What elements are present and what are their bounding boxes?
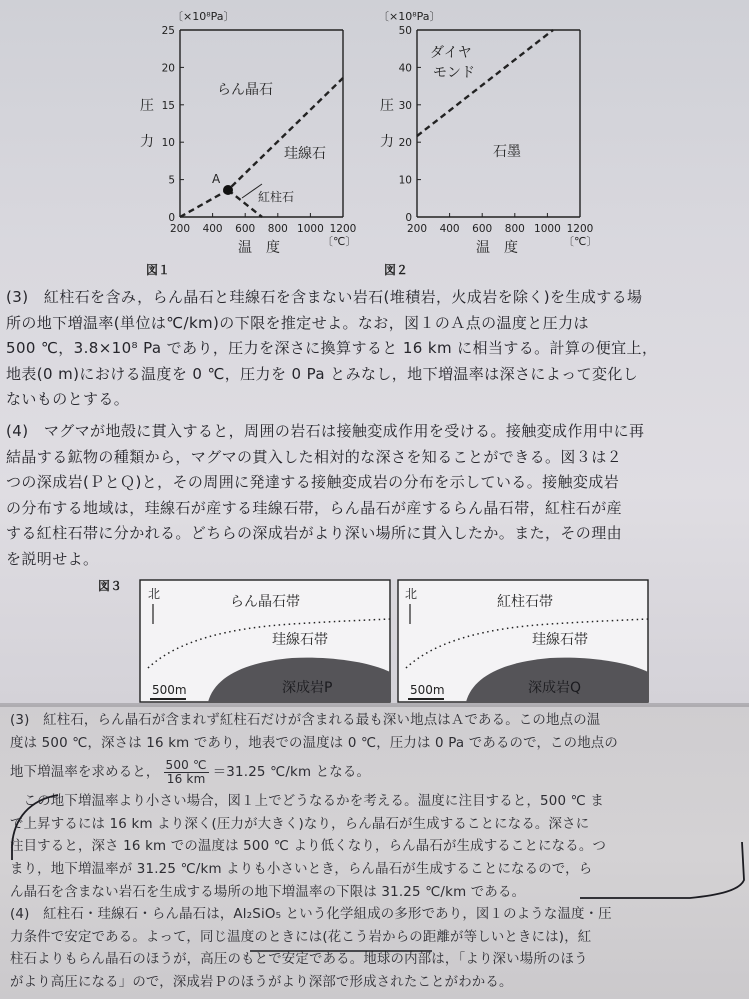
fraction-denominator: 16 km [166, 771, 206, 786]
figure1-y-tick-label: 20 [161, 62, 175, 75]
question-4-line: する紅柱石帯に分かれる。どちらの深成岩がより深い場所に貫入したか。また，その理由 [6, 524, 623, 543]
fig1-point-a-label: A [212, 172, 221, 186]
figure1-x-tick-label: 400 [202, 223, 223, 235]
fig1-point-a [223, 185, 233, 195]
fig1-x-label: 温 度 [238, 240, 280, 256]
fig2-graphite-label: 石墨 [493, 144, 521, 160]
figure2-x-tick-label: 1200 [566, 223, 594, 235]
figure2-x-tick-label: 600 [472, 223, 493, 235]
fig3-panel-p [140, 580, 390, 702]
fig3-left-inner: 珪線石帯 [272, 632, 328, 648]
fig1-sillimanite-label: 珪線石 [284, 146, 326, 162]
figure1-x-tick-label: 1000 [297, 223, 324, 235]
answer-3-line: で上昇するには 16 km より深く(圧力が大きく)なり，らん晶石が生成することになる。深さに [10, 816, 590, 832]
question-3 [6, 285, 744, 413]
answer-3 [10, 710, 740, 904]
figure1-x-tick-label: 600 [235, 223, 256, 235]
question-3-line: (3) 紅柱石を含み，らん晶石と珪線石を含まない岩石(堆積岩，火成岩を除く)を生成する場 [6, 288, 643, 306]
formula-fraction [164, 759, 209, 786]
answer-4-line: 力条件で安定である。よって，同じ温度のときには(花こう岩からの距離が等しいときには)，紅 [10, 929, 592, 945]
question-4-line: の分布する地域は，珪線石が産する珪線石帯，らん晶石が産するらん晶石帯，紅柱石が産 [6, 498, 623, 517]
figure1-y-tick-label: 15 [161, 99, 175, 112]
fig2-unit: 〔×10⁸Pa〕 [378, 10, 441, 23]
answer-4-line: 柱石よりもらん晶石のほうが，高圧のもとで安定である。地球の内部は，「より深い場所のほう [10, 952, 588, 968]
figure2-y-tick-label: 10 [398, 174, 412, 187]
figure-1 [140, 10, 356, 277]
figure2-x-tick-label: 400 [439, 223, 460, 235]
question-4 [6, 419, 744, 573]
answer-3-line: この地下増温率より小さい場合，図１上でどうなるかを考える。温度に注目すると，500 ℃ ま [10, 794, 604, 810]
figure1-y-tick-label: 25 [161, 25, 175, 37]
figure1-y-tick-label: 0 [168, 212, 175, 224]
question-4-line: (4) マグマが地殻に貫入すると，周囲の岩石は接触変成作用を受ける。接触変成作用中に再 [6, 422, 645, 440]
question-4-line: 結晶する鉱物の種類から，マグマの貫入した相対的な深さを知ることができる。図３は２ [6, 447, 623, 466]
figure2-y-tick-label: 40 [398, 62, 412, 75]
answer-3-line: 度は 500 ℃，深さは 16 km であり，地表での温度は 0 ℃，圧力は 0 Pa であるので，この地点の [10, 735, 618, 751]
fig2-diamond-label-2: モンド [433, 65, 475, 81]
fig3-panel-q [398, 580, 648, 702]
figure2-x-tick-label: 200 [406, 223, 428, 235]
figure1-y-tick-label: 5 [168, 174, 175, 187]
formula-prefix: 地下増温率を求めると， [10, 765, 160, 781]
question-3-line: 500 ℃，3.8×10⁸ Pa であり，圧力を深さに換算すると 16 km に相当する。計算の便宜上， [6, 339, 658, 358]
fig1-boundary-andalusite [228, 190, 262, 217]
figure2-y-tick-label: 0 [405, 212, 412, 224]
question-3-line: 地表(0 m)における温度を 0 ℃，圧力を 0 Pa とみなし，地下増温率は深さによって変化し [6, 364, 639, 383]
formula-result: ＝31.25 ℃/km となる。 [212, 765, 371, 781]
fig1-x-unit: 〔℃〕 [322, 235, 357, 248]
question-3-line: ないものとする。 [6, 390, 130, 409]
answer-3-formula-line [10, 755, 740, 791]
fig3-right-rock: 深成岩Q [528, 680, 582, 696]
fig3-left-north: 北 [148, 587, 161, 601]
fig3-left-outer: らん晶石帯 [230, 594, 300, 610]
figure2-y-tick-label: 20 [398, 137, 412, 150]
figure-2 [378, 10, 597, 277]
answer-4 [10, 904, 740, 994]
figure1-y-tick-label: 10 [161, 137, 175, 150]
figure1-x-tick-label: 800 [267, 223, 288, 235]
fig1-andalusite-label: 紅柱石 [258, 190, 295, 204]
answer-3-line: 注目すると，深さ 16 km での温度は 500 ℃ より低くなり，らん晶石が生成することになる。つ [10, 839, 607, 855]
fig2-x-label: 温 度 [476, 240, 518, 256]
answer-3-line: (3) 紅柱石，らん晶石が含まれず紅柱石だけが含まれる最も深い地点はＡである。この地点の温 [10, 713, 601, 728]
figure1-x-tick-label: 1200 [329, 223, 357, 235]
question-4-line: を説明せよ。 [6, 549, 99, 568]
fig1-caption: 図１ [146, 263, 171, 277]
fig3-right-scale: 500m [410, 683, 445, 697]
question-3-line: 所の地下増温率(単位は℃/km)の下限を推定せよ。なお，図１のＡ点の温度と圧力は [6, 313, 589, 332]
fig2-y-label-1: 圧 [380, 98, 394, 114]
fig2-diamond-label-1: ダイヤ [430, 45, 472, 61]
fig3-left-rock: 深成岩P [282, 680, 333, 696]
fig1-y-label-1: 圧 [140, 98, 154, 114]
fig3-caption: 図３ [98, 579, 123, 593]
figure-3 [98, 578, 648, 702]
figure2-y-tick-label: 50 [398, 25, 412, 37]
fig3-right-outer: 紅柱石帯 [497, 594, 553, 610]
answer-4-line: がより高圧になる」ので，深成岩Ｐのほうがより深部で形成されたことがわかる。 [10, 974, 513, 990]
fig3-right-inner: 珪線石帯 [532, 632, 588, 648]
figure2-y-tick-label: 30 [398, 99, 412, 112]
figure1-x-tick-label: 200 [169, 223, 191, 235]
fig3-left-scale: 500m [152, 683, 187, 697]
fig1-kyanite-label: らん晶石 [217, 82, 273, 98]
fraction-numerator: 500 ℃ [165, 757, 207, 772]
fig1-y-label-2: 力 [140, 134, 154, 150]
answer-3-line: ん晶石を含まない岩石を生成する場所の地下増温率の下限は 31.25 ℃/km である。 [10, 884, 526, 900]
fig3-right-north: 北 [405, 587, 418, 601]
figure2-x-tick-label: 800 [504, 223, 525, 235]
question-4-line: つの深成岩(ＰとＱ)と，その周囲に発達する接触変成岩の分布を示している。接触変成岩 [6, 473, 620, 492]
figure2-x-tick-label: 1000 [534, 223, 561, 235]
fig1-unit: 〔×10⁸Pa〕 [172, 10, 235, 23]
fig2-caption: 図２ [384, 263, 409, 277]
answer-3-line: まり，地下増温率が 31.25 ℃/km よりも小さいとき，らん晶石が生成することになるので，ら [10, 861, 593, 877]
fig2-y-label-2: 力 [380, 134, 394, 150]
fig2-x-unit: 〔℃〕 [563, 235, 598, 248]
answer-4-line: (4) 紅柱石・珪線石・らん晶石は，Al₂SiO₅ という化学組成の多形であり，図１のような温度・圧 [10, 907, 612, 922]
